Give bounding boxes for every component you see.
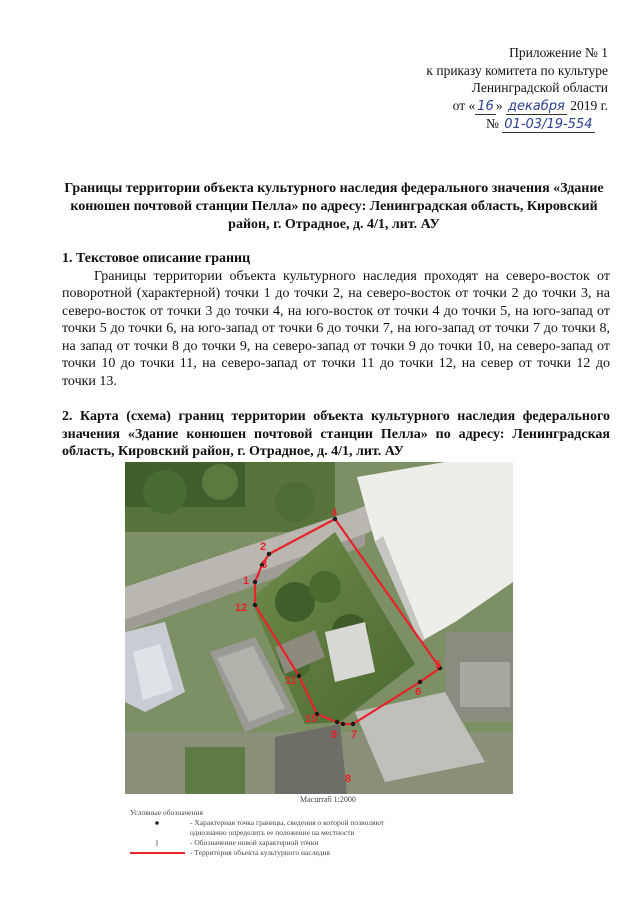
appendix-line-2: к приказу комитета по культуре xyxy=(426,62,608,78)
boundary-point-6 xyxy=(418,680,422,684)
point-label-10: 10 xyxy=(305,713,318,725)
appendix-number xyxy=(348,115,608,134)
point-label-9: 9 xyxy=(331,729,338,741)
point-label-6: 6 xyxy=(415,686,422,698)
appendix-date xyxy=(348,97,608,116)
date-month: декабря xyxy=(507,98,565,114)
appendix-block xyxy=(348,44,608,134)
number-prefix: № xyxy=(486,116,499,131)
point-label-11: 11 xyxy=(285,675,297,687)
point-label-4: 4 xyxy=(331,507,338,519)
section1-text: Границы территории объекта культурного наследия проходят на северо-восток от поворотной (характерной) точки 1 до точки 2, на северо-восток от точки 2 до точки 3, на северо-восток от точки 3 до точки 4, на юго-восток от точки 4 до точки 5, на юго-запад от точки 5 до точки 6, на юго-запад от точки 6 до точки 7, на юго-запад от точки 7 до точки 8, на запад от точки 8 до точки 9, на северо-запад от точки 9 до точки 10, на северо-запад от точки 10 до точки 11, на северо-запад от точки 11 до точки 12, на север от точки 12 до точки 13. xyxy=(62,268,610,389)
boundary-point-7 xyxy=(351,722,355,726)
boundary-point-1 xyxy=(253,580,257,584)
section1-heading: 1. Текстовое описание границ xyxy=(62,251,251,266)
point-label-12: 12 xyxy=(235,602,248,614)
map-scale: Масштаб 1:2000 xyxy=(300,795,356,804)
tick-icon xyxy=(130,838,185,848)
legend-text-2: - Территория объекта культурного наследия xyxy=(190,848,330,857)
point-label-5: 5 xyxy=(435,659,442,671)
section-text-description xyxy=(62,250,610,390)
date-mid: » xyxy=(495,97,503,113)
boundary-point-12 xyxy=(253,603,257,607)
red-line-icon xyxy=(130,848,185,858)
legend-text-0: - Характерная точка границы, сведения о которой позволяют однозначно определить ее положение на местности xyxy=(190,818,385,837)
document-title: Границы территории объекта культурного наследия федерального значения «Здание конюшен почтовой станции Пелла» по адресу: Ленинградская область, Кировский район, г. Отрадное, д. 4/1, лит. АУ xyxy=(64,181,604,232)
number-value: 01-03/19-554 xyxy=(504,117,593,132)
point-label-7: 7 xyxy=(351,729,358,741)
dot-icon xyxy=(130,818,185,828)
point-label-3: 3 xyxy=(261,559,268,571)
boundary-point-11 xyxy=(297,674,301,678)
aerial-map-image xyxy=(125,462,513,794)
boundary-point-3 xyxy=(267,552,271,556)
appendix-line-3: Ленинградской области xyxy=(471,80,608,95)
date-prefix: от « xyxy=(452,97,476,113)
appendix-line-1: Приложение № 1 xyxy=(509,45,608,60)
date-day: 16 xyxy=(477,98,494,114)
boundary-point-9 xyxy=(335,720,339,724)
point-label-1: 1 xyxy=(243,575,250,587)
point-label-8: 8 xyxy=(345,773,352,785)
point-label-2: 2 xyxy=(260,541,267,553)
section2-heading: 2. Карта (схема) границ территории объекта культурного наследия федерального значения «Здание конюшен почтовой станции Пелла» по адресу: Ленинградская область, Кировский район, г. Отрадное, д. 4/1, лит. АУ xyxy=(62,409,610,459)
legend-title-text: Условные обозначения xyxy=(130,808,203,817)
boundary-point-8 xyxy=(341,722,345,726)
legend-text-1: - Обозначение новой характерной точки xyxy=(190,838,319,847)
date-year: 2019 г. xyxy=(570,97,608,113)
boundary-map xyxy=(125,462,513,794)
